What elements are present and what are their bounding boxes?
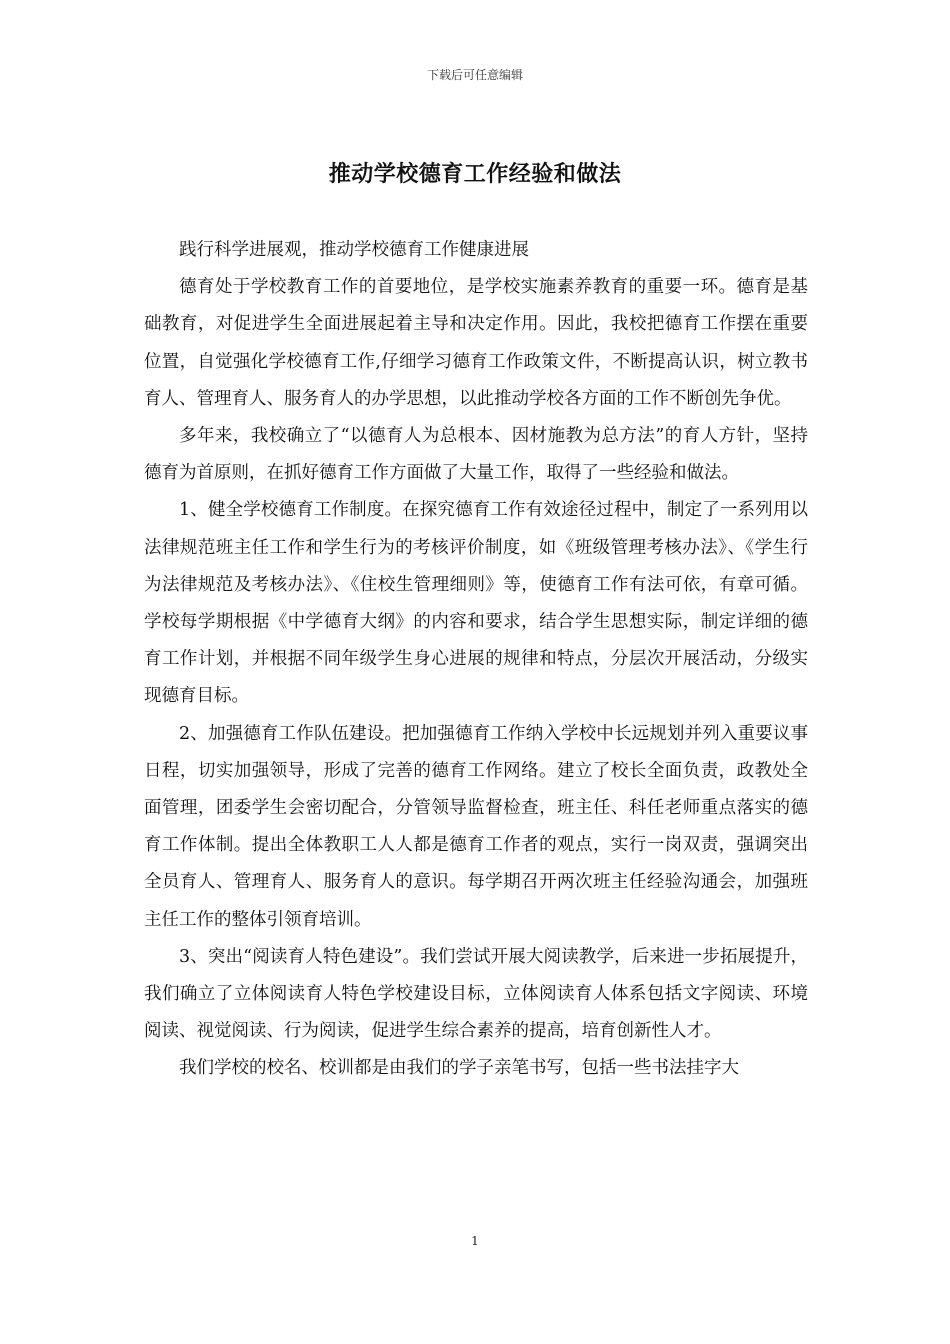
document-title: 推动学校德育工作经验和做法 (328, 161, 622, 187)
header-note: 下载后可任意编辑 (426, 68, 523, 82)
paragraph: 我们学校的校名、校训都是由我们的学子亲笔书写，包括一些书法挂字大 (179, 1058, 739, 1079)
page-number: 1 (471, 1234, 479, 1248)
paragraph: 3、突出“阅读育人特色建设”。我们尝试开展大阅读教学，后来进一步拓展提升，我们确立了立体阅读育人特色学校建设目标，立体阅读育人体系包括文字阅读、环境阅读、视觉阅读、行为阅读，促进学生综合素养的提高，培育创新性人才。 (144, 946, 808, 1042)
document-body (144, 232, 808, 1088)
paragraph-subtitle: 践行科学进展观，推动学校德育工作健康进展 (179, 240, 529, 260)
paragraph: 德育处于学校教育工作的首要地位，是学校实施素养教育的重要一环。德育是基础教育，对促进学生全面进展起着主导和决定作用。因此，我校把德育工作摆在重要位置，自觉强化学校德育工作,仔细学习德育工作政策文件，不断提高认识，树立教书育人、管理育人、服务育人的办学思想，以此推动学校各方面的工作不断创先争优。 (144, 277, 808, 409)
paragraph: 多年来，我校确立了“以德育人为总根本、因材施教为总方法”的育人方针，坚持德育为首原则，在抓好德育工作方面做了大量工作，取得了一些经验和做法。 (144, 426, 808, 484)
paragraph: 1、健全学校德育工作制度。在探究德育工作有效途径过程中，制定了一系列用以法律规范班主任工作和学生行为的考核评价制度，如《班级管理考核办法》、《学生行为法律规范及考核办法》、《住校生管理细则》等，使德育工作有法可依，有章可循。学校每学期根据《中学德育大纲》的内容和要求，结合学生思想实际，制定详细的德育工作计划，并根据不同年级学生身心进展的规律和特点，分层次开展活动，分级实现德育目标。 (144, 500, 808, 707)
paragraph: 2、加强德育工作队伍建设。把加强德育工作纳入学校中长远规划并列入重要议事日程，切实加强领导，形成了完善的德育工作网络。建立了校长全面负责，政教处全面管理，团委学生会密切配合，分管领导监督检查，班主任、科任老师重点落实的德育工作体制。提出全体教职工人人都是德育工作者的观点，实行一岗双责，强调突出全员育人、管理育人、服务育人的意识。每学期召开两次班主任经验沟通会，加强班主任工作的整体引领育培训。 (144, 723, 808, 930)
